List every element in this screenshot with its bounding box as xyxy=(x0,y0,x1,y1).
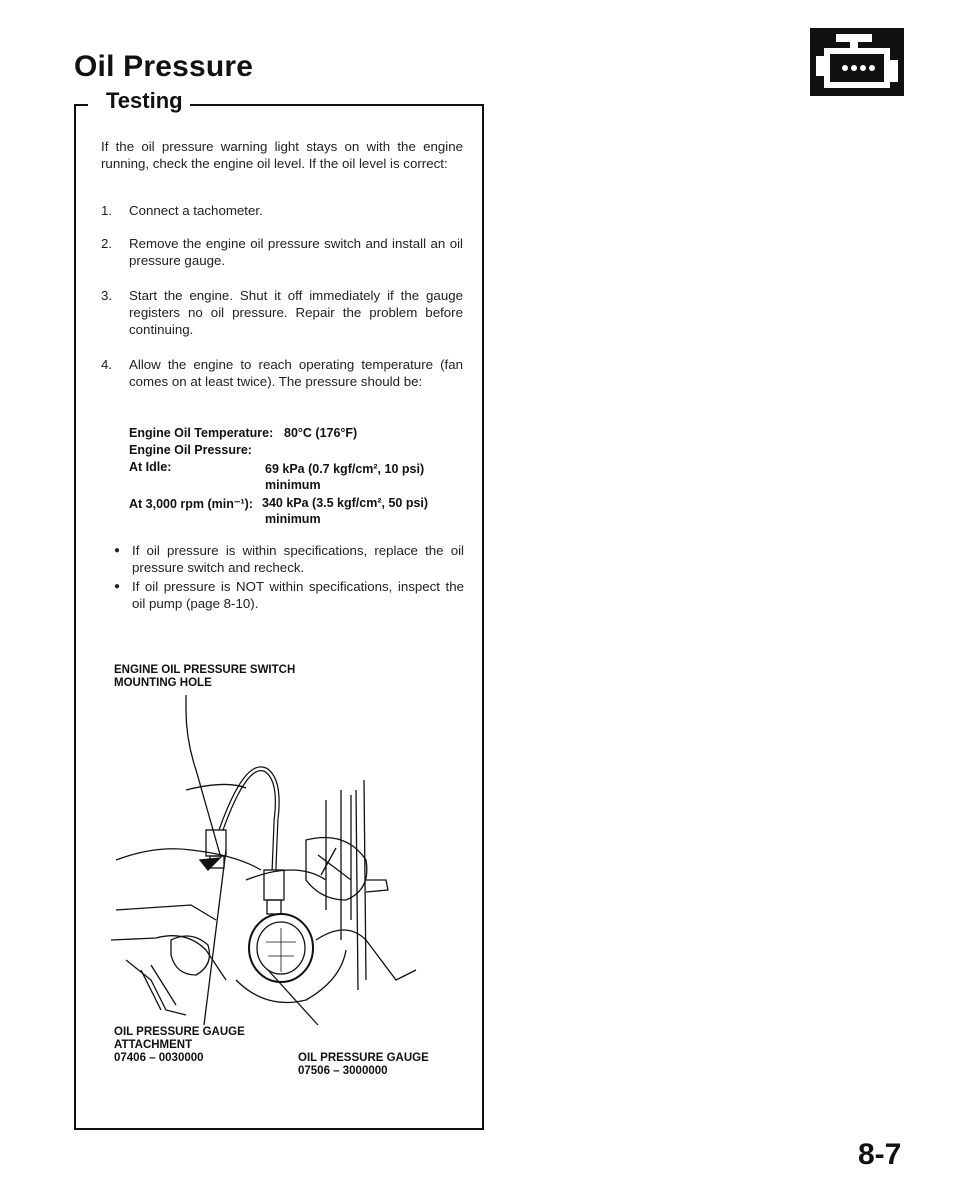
page-number: 8-7 xyxy=(858,1138,902,1171)
step-number: 2. xyxy=(101,236,113,251)
spec-rpm-note: minimum xyxy=(265,512,321,526)
bullet-icon: ● xyxy=(114,581,121,592)
callout-part-number: 07406 – 0030000 xyxy=(114,1052,204,1064)
callout-line: OIL PRESSURE GAUGE xyxy=(298,1052,429,1064)
spec-temp-label: Engine Oil Temperature: xyxy=(129,426,274,440)
frame-top-right-rule xyxy=(190,104,482,106)
step-text: Allow the engine to reach operating temperature (fan comes on at least twice). The pressure should be: xyxy=(129,357,463,389)
bullet-text: If oil pressure is within specifications, replace the oil pressure switch and recheck. xyxy=(132,543,464,575)
step-text: Connect a tachometer. xyxy=(129,203,263,218)
spec-rpm-value: 340 kPa (3.5 kgf/cm², 50 psi) xyxy=(262,496,429,510)
callout-gauge-attachment xyxy=(114,1026,245,1065)
callout-oil-pressure-gauge xyxy=(298,1052,429,1078)
step-number: 3. xyxy=(101,288,113,303)
step-text: Remove the engine oil pressure switch and install an oil pressure gauge. xyxy=(129,236,463,268)
section-title: Testing xyxy=(102,88,187,114)
callout-line: MOUNTING HOLE xyxy=(114,677,212,689)
spec-rpm-label: At 3,000 rpm (min⁻¹): xyxy=(129,497,253,511)
spec-idle-label: At Idle: xyxy=(129,460,172,474)
spec-idle-value: 69 kPa (0.7 kgf/cm², 10 psi) xyxy=(265,462,425,476)
spec-pressure-label: Engine Oil Pressure: xyxy=(129,443,252,457)
spec-idle-note: minimum xyxy=(265,478,321,492)
frame-top-left-rule xyxy=(74,104,88,106)
step-number: 1. xyxy=(101,203,113,218)
callout-line: OIL PRESSURE GAUGE xyxy=(114,1026,245,1038)
oil-pressure-gauge-illustration xyxy=(96,680,476,1040)
intro-paragraph: If the oil pressure warning light stays on with the engine running, check the engine oil level. If the oil level is correct: xyxy=(101,139,463,171)
callout-line: ATTACHMENT xyxy=(114,1039,193,1051)
step-text: Start the engine. Shut it off immediately if the gauge registers no oil pressure. Repair the problem before continuing. xyxy=(129,288,463,337)
callout-part-number: 07506 – 3000000 xyxy=(298,1065,388,1077)
engine-icon xyxy=(810,28,904,96)
bullet-text: If oil pressure is NOT within specifications, inspect the oil pump (page 8-10). xyxy=(132,579,464,611)
bullet-icon: ● xyxy=(114,545,121,556)
callout-line: ENGINE OIL PRESSURE SWITCH xyxy=(114,664,296,676)
step-number: 4. xyxy=(101,357,113,372)
spec-temp-value: 80°C (176°F) xyxy=(284,426,358,440)
page-title: Oil Pressure xyxy=(74,50,254,83)
